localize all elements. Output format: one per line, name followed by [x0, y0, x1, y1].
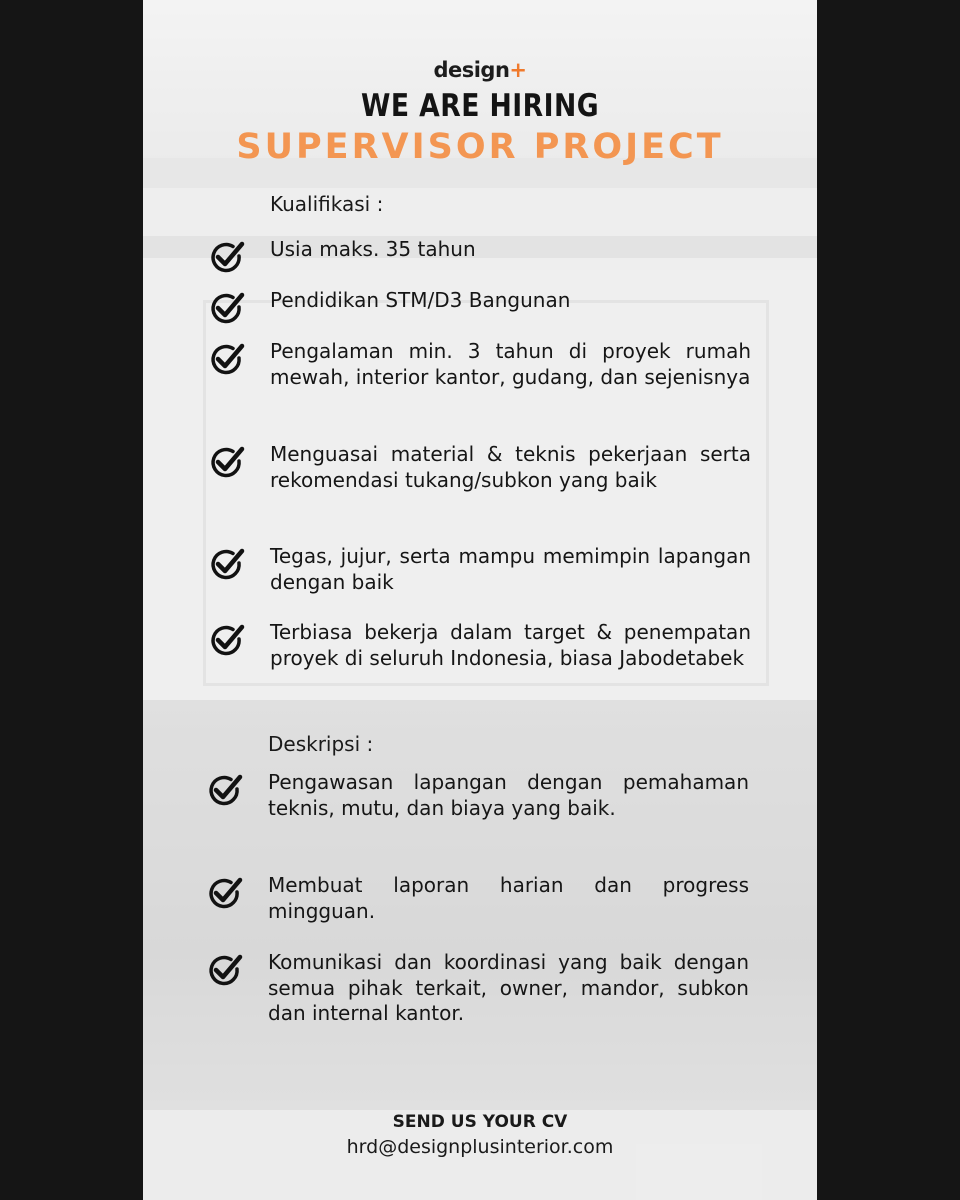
qualification-text: Usia maks. 35 tahun [270, 237, 476, 261]
description-text: Komunikasi dan koordinasi yang baik dengan semua pihak terkait, owner, mandor, subkon dan internal kantor. [268, 950, 749, 1025]
checkmark-circle-icon [206, 773, 244, 809]
checkmark-circle-icon [208, 445, 246, 481]
contact-email[interactable]: hrd@designplusinterior.com [346, 1136, 614, 1158]
qualifications-label: Kualifikasi : [270, 192, 384, 216]
job-title: SUPERVISOR PROJECT [236, 127, 724, 167]
company-logo [143, 58, 817, 82]
checkmark-circle-icon [208, 547, 246, 583]
logo-plus: + [509, 58, 527, 82]
qualification-text: Terbiasa bekerja dalam target & penempatan proyek di seluruh Indonesia, biasa Jabodetabek [270, 620, 751, 670]
description-label: Deskripsi : [268, 732, 374, 756]
qualification-text: Tegas, jujur, serta mampu memimpin lapangan dengan baik [270, 544, 751, 594]
checkmark-circle-icon [208, 342, 246, 378]
qualification-text: Pengalaman min. 3 tahun di proyek rumah mewah, interior kantor, gudang, dan sejenisnya [270, 339, 751, 389]
hiring-poster [143, 0, 817, 1200]
checkmark-circle-icon [208, 623, 246, 659]
qualification-text: Menguasai material & teknis pekerjaan serta rekomendasi tukang/subkon yang baik [270, 442, 751, 492]
checkmark-circle-icon [206, 876, 244, 912]
qualification-text: Pendidikan STM/D3 Bangunan [270, 288, 571, 312]
checkmark-circle-icon [208, 240, 246, 276]
cta-heading: SEND US YOUR CV [392, 1112, 568, 1132]
page-title: WE ARE HIRING [360, 88, 600, 124]
logo-text: design [433, 58, 510, 82]
checkmark-circle-icon [208, 291, 246, 327]
description-text: Membuat laporan harian dan progress mingguan. [268, 873, 749, 923]
checkmark-circle-icon [206, 953, 244, 989]
description-text: Pengawasan lapangan dengan pemahaman teknis, mutu, dan biaya yang baik. [268, 770, 749, 820]
